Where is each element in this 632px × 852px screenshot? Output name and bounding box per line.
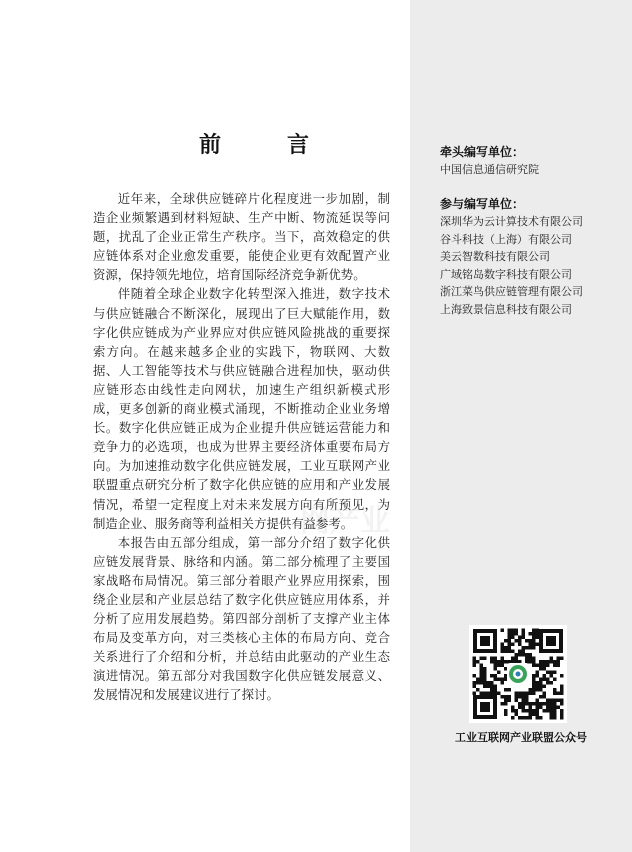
sidebar (410, 0, 632, 852)
participant-item: 谷斗科技（上海）有限公司 (440, 232, 572, 246)
participants-heading: 参与编写单位： (440, 197, 525, 211)
qr-caption: 工业互联网产业联盟公众号 (455, 731, 587, 744)
lead-unit-heading: 牵头编写单位： (440, 145, 525, 159)
qr-code-graphic (469, 625, 567, 723)
preface-paragraph: 本报告由五部分组成，第一部分介绍了数字化供应链发展背景、脉络和内涵。第二部分梳理了主要国家战略布局情况。第三部分着眼产业界应用探索，围绕企业层和产业层总结了数字化供应链应用体系，并分析了应用发展趋势。第四部分剖析了支撑产业主体布局及变革方向，对三类核心主体的布局方向、竞合关系进行了介绍和分析，并总结由此驱动的产业生态演进情况。第五部分对我国数字化供应链发展意义、发展情况和发展建议进行了探讨。 (93, 534, 390, 703)
lead-unit-name: 中国信息通信研究院 (440, 163, 539, 176)
preface-paragraph: 伴随着全球企业数字化转型深入推进，数字技术与供应链融合不断深化，展现出了巨大赋能作用，数字化供应链成为产业界应对供应链风险挑战的重要探索方向。在越来越多企业的实践下，物联网、大数据、人工智能等技术与供应链融合进程加快，驱动供应链形态由线性走向网状，加速生产组织新模式形成，更多创新的商业模式涌现，不断推动企业业务增长。数字化供应链正成为企业提升供应链运营能力和竞争力的必选项，也成为世界主要经济体重要布局方向。为加速推动数字化供应链发展，工业互联网产业联盟重点研究分析了数字化供应链的应用和产业发展情况，希望一定程度上对未来发展方向有所预见，为制造企业、服务商等利益相关方提供有益参考。 (93, 286, 390, 531)
page-title: 前 言 (198, 133, 331, 158)
participant-item: 浙江菜鸟供应链管理有限公司 (440, 285, 583, 299)
watermark: 网产业 (300, 505, 390, 539)
participant-item: 广域铭岛数字科技有限公司 (440, 267, 572, 281)
preface-body (93, 189, 390, 705)
lead-unit-list (440, 161, 539, 179)
participant-item: 美云智数科技有限公司 (440, 250, 550, 264)
participants-list (440, 213, 583, 319)
participant-item: 深圳华为云计算技术有限公司 (440, 215, 583, 228)
preface-paragraph: 近年来，全球供应链碎片化程度进一步加剧，制造企业频繁遇到材料短缺、生产中断、物流延误等问题，扰乱了企业正常生产秩序。当下，高效稳定的供应链体系对企业愈发重要，能使企业更有效配置产业资源，保持领先地位，培育国际经济竞争新优势。 (93, 191, 390, 283)
qr-code[interactable] (469, 625, 567, 723)
participant-item: 上海致景信息科技有限公司 (440, 302, 572, 316)
